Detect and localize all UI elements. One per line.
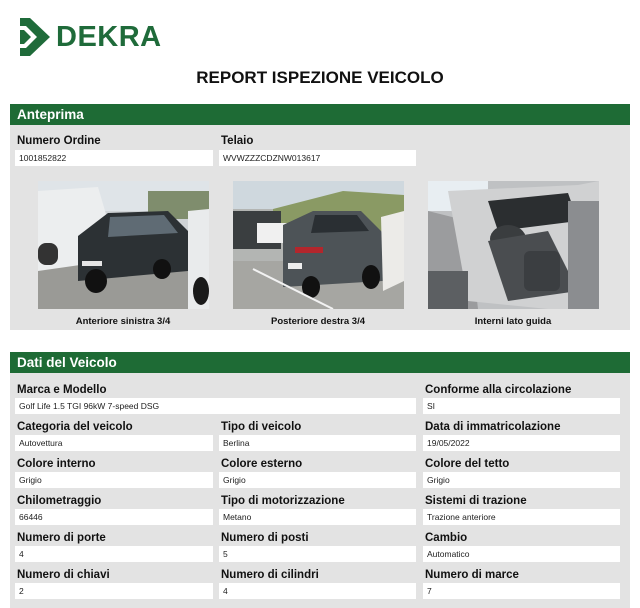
field-value-numero-chiavi: 2 (15, 583, 213, 599)
car-front-left-photo (38, 181, 209, 309)
photo-caption-interior: Interni lato guida (474, 316, 552, 327)
field-value-tipo-motorizzazione: Metano (219, 509, 416, 525)
photo-caption-rear-right: Posteriore destra 3/4 (271, 316, 365, 327)
field-label-colore-esterno: Colore esterno (221, 458, 303, 470)
field-value-sistemi-trazione: Trazione anteriore (423, 509, 620, 525)
field-value-numero-marce: 7 (423, 583, 620, 599)
car-interior-photo (428, 181, 599, 309)
document-title: REPORT ISPEZIONE VEICOLO (196, 68, 444, 87)
field-label-data-immatricolazione: Data di immatricolazione (425, 421, 561, 433)
dekra-logo (20, 18, 162, 56)
section-body-anteprima (10, 125, 630, 330)
field-value-cambio: Automatico (423, 546, 620, 562)
field-label-numero-cilindri: Numero di cilindri (221, 569, 319, 581)
field-label-tipo-veicolo: Tipo di veicolo (221, 421, 302, 433)
field-value-colore-interno: Grigio (15, 472, 213, 488)
field-value-categoria: Autovettura (15, 435, 213, 451)
field-value-colore-esterno: Grigio (219, 472, 416, 488)
section-body-dati-veicolo (10, 373, 630, 608)
field-label-chilometraggio: Chilometraggio (17, 495, 102, 507)
field-label-conforme: Conforme alla circolazione (425, 384, 572, 396)
field-value-numero-porte: 4 (15, 546, 213, 562)
car-rear-right-photo (233, 181, 404, 309)
field-value-numero-posti: 5 (219, 546, 416, 562)
field-label-sistemi-trazione: Sistemi di trazione (425, 495, 527, 507)
field-label-categoria: Categoria del veicolo (17, 421, 133, 433)
field-label-colore-interno: Colore interno (17, 458, 96, 470)
field-value-numero-ordine: 1001852822 (15, 150, 213, 166)
field-label-numero-ordine: Numero Ordine (17, 135, 101, 147)
field-value-data-immatricolazione: 19/05/2022 (423, 435, 620, 451)
field-value-tipo-veicolo: Berlina (219, 435, 416, 451)
field-label-tipo-motorizzazione: Tipo di motorizzazione (221, 495, 345, 507)
field-label-telaio: Telaio (221, 135, 254, 147)
field-label-marca-modello: Marca e Modello (17, 384, 107, 396)
field-value-telaio: WVWZZZCDZNW013617 (219, 150, 416, 166)
field-label-numero-posti: Numero di posti (221, 532, 309, 544)
field-label-numero-marce: Numero di marce (425, 569, 519, 581)
field-value-colore-tetto: Grigio (423, 472, 620, 488)
field-value-conforme: SI (423, 398, 620, 414)
field-label-cambio: Cambio (425, 532, 468, 544)
field-label-numero-chiavi: Numero di chiavi (17, 569, 110, 581)
field-value-marca-modello: Golf Life 1.5 TGI 96kW 7-speed DSG (15, 398, 416, 414)
photo-caption-front-left: Anteriore sinistra 3/4 (75, 316, 171, 327)
brand-name: DEKRA (56, 20, 162, 53)
field-value-numero-cilindri: 4 (219, 583, 416, 599)
section-header-anteprima: Anteprima (10, 104, 630, 125)
field-label-colore-tetto: Colore del tetto (425, 458, 510, 470)
dekra-chevron-icon (20, 18, 50, 56)
field-value-chilometraggio: 66446 (15, 509, 213, 525)
field-label-numero-porte: Numero di porte (17, 532, 106, 544)
section-header-dati-veicolo: Dati del Veicolo (10, 352, 630, 373)
